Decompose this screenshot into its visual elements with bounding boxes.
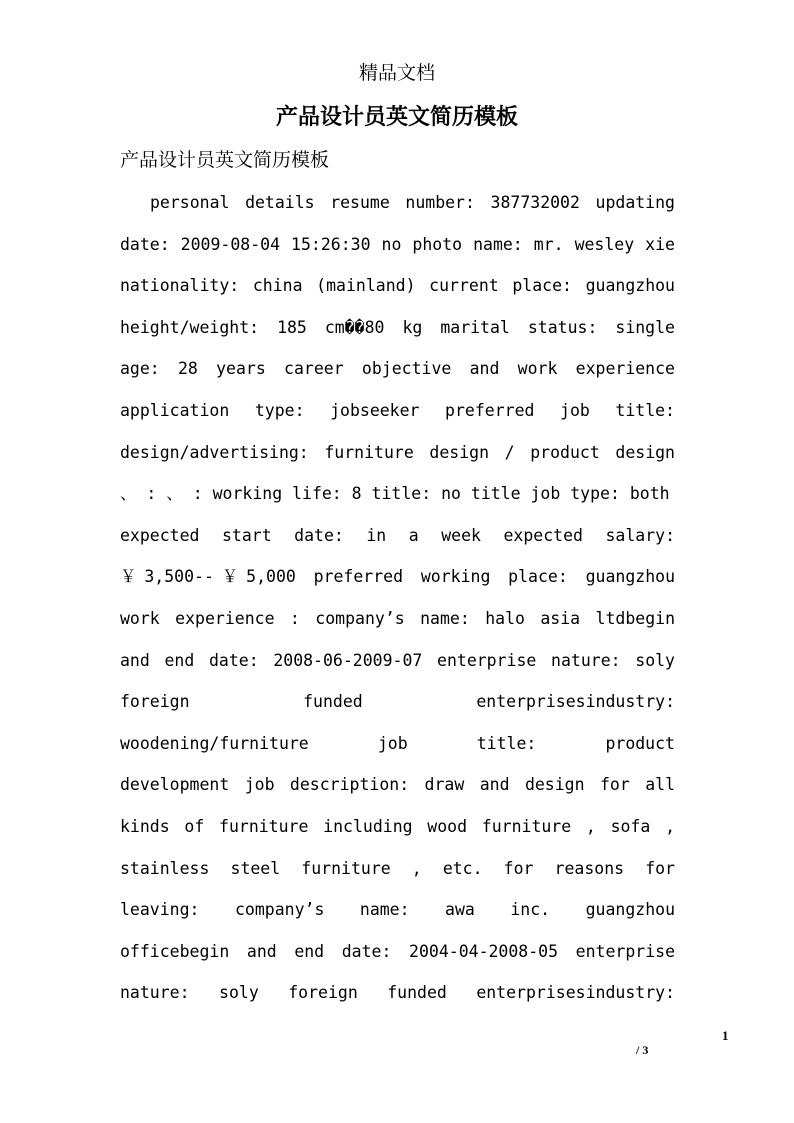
body-line: development job description: draw and design for all xyxy=(120,775,675,795)
body-line: foreign funded enterprisesindustry: xyxy=(120,692,675,712)
body-line: ￥3,500--￥5,000 preferred working place: guangzhou xyxy=(120,567,675,587)
page-number: 1 xyxy=(722,1028,729,1043)
document-title: 产品设计员英文简历模板 xyxy=(275,104,518,130)
resume-body xyxy=(120,182,675,1014)
body-line: height/weight: 185 cm��80 kg marital status: single xyxy=(120,317,675,337)
body-line: and end date: 2008-06-2009-07 enterprise nature: soly xyxy=(120,650,675,670)
body-line: date: 2009-08-04 15:26:30 no photo name: mr. wesley xie xyxy=(120,234,675,254)
body-line: leaving: company’s name: awa inc. guangzhou xyxy=(120,900,675,920)
body-line: nationality: china (mainland) current place: guangzhou xyxy=(120,276,675,296)
body-line: work experience : company’s name: halo asia ltdbegin xyxy=(120,608,675,628)
body-line: age: 28 years career objective and work experience xyxy=(120,359,675,379)
header-label: 精品文档 xyxy=(358,62,435,84)
body-line: officebegin and end date: 2004-04-2008-05 enterprise xyxy=(120,941,675,961)
body-line: application type: jobseeker preferred job title: xyxy=(120,400,675,420)
body-line: woodening/furniture job title: product xyxy=(120,733,675,753)
page-total: / 3 xyxy=(636,1043,649,1057)
document-subtitle: 产品设计员英文简历模板 xyxy=(120,149,330,171)
body-line: 、 : 、 : working life: 8 title: no title job type: both xyxy=(120,484,670,504)
body-line: expected start date: in a week expected salary: xyxy=(120,525,675,545)
body-line: nature: soly foreign funded enterprisesindustry: xyxy=(120,983,675,1003)
body-line: kinds of furniture including wood furniture , sofa , xyxy=(120,816,675,836)
body-line: personal details resume number: 387732002 updating xyxy=(150,193,675,212)
body-line: stainless steel furniture , etc. for reasons for xyxy=(120,858,675,878)
body-line: design/advertising: furniture design / product design xyxy=(120,442,675,462)
